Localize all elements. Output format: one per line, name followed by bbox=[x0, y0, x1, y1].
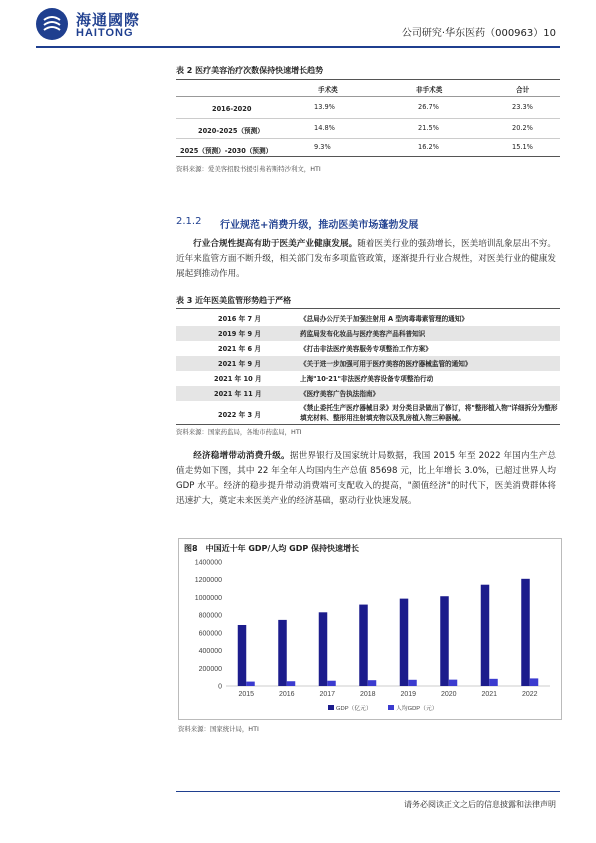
y-tick-label: 800000 bbox=[198, 612, 222, 620]
table2-row-label: 2016-2020 bbox=[212, 105, 252, 113]
table3-date: 2019 年 9 月 bbox=[218, 330, 262, 338]
table3-top-rule bbox=[176, 308, 560, 309]
paragraph-regulation bbox=[176, 237, 556, 282]
paragraph-economy bbox=[176, 449, 556, 509]
table3-source: 资料来源：国家药监局，各地市药监局，HTI bbox=[176, 428, 302, 436]
section-title: 行业规范+消费升级，推动医美市场蓬勃发展 bbox=[220, 220, 419, 231]
y-tick-label: 400000 bbox=[198, 648, 222, 656]
x-tick-label: 2022 bbox=[521, 691, 538, 698]
table3-date: 2021 年 10 月 bbox=[214, 375, 262, 383]
y-tick-label: 1400000 bbox=[194, 559, 222, 567]
y-tick-label: 200000 bbox=[198, 665, 222, 673]
page-header-info: 公司研究·华东医药（000963）10 bbox=[401, 28, 556, 39]
table2-top-rule bbox=[176, 79, 560, 80]
table3-date: 2016 年 7 月 bbox=[218, 315, 262, 323]
logo-text-cn: 海通國際 bbox=[76, 11, 141, 29]
gdp-bar bbox=[440, 596, 449, 686]
x-tick-label: 2021 bbox=[481, 691, 498, 698]
paragraph-body: 随着医美行业的强劲增长，医美培训乱象层出不穷。近年来监管方面不断升级，相关部门发布多项监管政策，逐渐提升行业合规性，对医美行业的健康发展起到推动作用。 bbox=[176, 239, 556, 279]
table3-text: 《打击非法医疗美容服务专项整治工作方案》 bbox=[300, 345, 432, 353]
gdp-per-capita-bar bbox=[489, 679, 498, 686]
gdp-per-capita-bar bbox=[449, 680, 458, 686]
table2-cell: 26.7% bbox=[418, 103, 439, 111]
gdp-per-capita-bar bbox=[287, 681, 296, 686]
x-tick-label: 2018 bbox=[359, 691, 376, 698]
figure-source: 资料来源：国家统计局，HTI bbox=[178, 725, 259, 733]
table2-cell: 14.8% bbox=[314, 124, 335, 132]
x-tick-label: 2020 bbox=[440, 691, 457, 698]
gdp-chart bbox=[180, 556, 558, 720]
table2-cell: 20.2% bbox=[512, 124, 533, 132]
table2-title: 表 2 医疗美容治疗次数保持快速增长趋势 bbox=[176, 66, 324, 75]
legend-swatch bbox=[328, 705, 334, 710]
gdp-per-capita-bar bbox=[408, 680, 417, 686]
table3-text: 《医疗美容广告执法指南》 bbox=[300, 390, 380, 398]
x-tick-label: 2015 bbox=[238, 691, 255, 698]
gdp-bar bbox=[319, 612, 328, 686]
x-tick-label: 2017 bbox=[319, 691, 336, 698]
table2-col-header: 非手术类 bbox=[416, 86, 443, 94]
logo-text-en: HAITONG bbox=[76, 27, 134, 39]
legend-swatch bbox=[388, 705, 394, 710]
gdp-bar bbox=[238, 625, 247, 686]
table2-source: 资料来源：爱美客招股书援引弗若斯特沙利文，HTI bbox=[176, 165, 321, 173]
table2-cell: 23.3% bbox=[512, 103, 533, 111]
table2-col-header: 合计 bbox=[516, 86, 530, 94]
table3-title: 表 3 近年医美监管形势趋于严格 bbox=[176, 296, 292, 305]
y-tick-label: 0 bbox=[218, 683, 222, 691]
paragraph-lead: 行业合规性提高有助于医美产业健康发展。 bbox=[193, 239, 358, 249]
table3-date: 2021 年 11 月 bbox=[214, 390, 262, 398]
legend-label: 人均GDP（元） bbox=[396, 706, 438, 712]
table2-row-label: 2025（预测）-2030（预测） bbox=[180, 147, 273, 155]
table2-row-rule bbox=[176, 118, 560, 119]
footer-disclaimer: 请务必阅读正文之后的信息披露和法律声明 bbox=[404, 800, 556, 809]
table3-text: 药监局发布化妆品与医疗美容产品科普知识 bbox=[300, 330, 426, 338]
gdp-bar bbox=[521, 579, 530, 686]
y-tick-label: 600000 bbox=[198, 630, 222, 638]
table2-cell: 21.5% bbox=[418, 124, 439, 132]
gdp-bar bbox=[359, 605, 368, 686]
gdp-bar bbox=[278, 620, 287, 686]
footer-divider bbox=[176, 791, 560, 792]
gdp-per-capita-bar bbox=[246, 682, 255, 686]
table2-header-rule bbox=[176, 96, 560, 97]
table2-row-label: 2020-2025（预测） bbox=[198, 127, 264, 135]
paragraph-body: 据世界银行及国家统计局数据，我国 2015 年至 2022 年国内生产总值走势如下图，其中 22 年全年人均国内生产总值 85698 元，比上年增长 3.0%，已超过世界人均 GDP 水平。经济的稳步提升带动消费端可支配收入的提高，"颜值经济"的时代下，医美消费群体将迅速扩大，奠定未来医美产业的经济基础，驱动行业快速发展。 bbox=[176, 451, 556, 506]
table3-date: 2021 年 6 月 bbox=[218, 345, 262, 353]
table2-cell: 15.1% bbox=[512, 143, 533, 151]
table2-bottom-rule bbox=[176, 156, 560, 157]
section-number: 2.1.2 bbox=[176, 216, 202, 227]
x-tick-label: 2019 bbox=[400, 691, 417, 698]
table3-text: 《关于进一步加强可用于医疗美容的医疗器械监管的通知》 bbox=[300, 360, 472, 368]
gdp-per-capita-bar bbox=[530, 678, 539, 686]
table2-cell: 13.9% bbox=[314, 103, 335, 111]
table3-bottom-rule bbox=[176, 424, 560, 425]
y-tick-label: 1200000 bbox=[194, 577, 222, 585]
table2-cell: 16.2% bbox=[418, 143, 439, 151]
table2-col-header: 手术类 bbox=[318, 86, 338, 94]
table3-date: 2022 年 3 月 bbox=[218, 411, 262, 419]
y-tick-label: 1000000 bbox=[194, 594, 222, 602]
gdp-per-capita-bar bbox=[368, 680, 377, 686]
table3-text: 《禁止委托生产医疗器械目录》对分类目录做出了修订，将"整形植入物"详细拆分为整形填充材料、整形用注射填充物以及乳房植入物三种器械。 bbox=[300, 404, 558, 422]
table3-text: 上海"10·21"非法医疗美容设备专项整治行动 bbox=[300, 375, 434, 383]
table2-cell: 9.3% bbox=[314, 143, 331, 151]
header-divider bbox=[36, 46, 560, 48]
x-tick-label: 2016 bbox=[278, 691, 295, 698]
legend-label: GDP（亿元） bbox=[336, 706, 372, 712]
logo-mark bbox=[36, 8, 68, 40]
table3-text: 《总局办公厅关于加强注射用 A 型肉毒毒素管理的通知》 bbox=[300, 315, 468, 323]
gdp-bar bbox=[400, 599, 409, 686]
gdp-per-capita-bar bbox=[327, 681, 336, 686]
table2-row-rule bbox=[176, 138, 560, 139]
table3-date: 2021 年 9 月 bbox=[218, 360, 262, 368]
figure-title: 图8 中国近十年 GDP/人均 GDP 保持快速增长 bbox=[184, 544, 359, 553]
paragraph-lead: 经济稳增带动消费升级。 bbox=[193, 451, 290, 461]
gdp-bar bbox=[481, 585, 490, 686]
